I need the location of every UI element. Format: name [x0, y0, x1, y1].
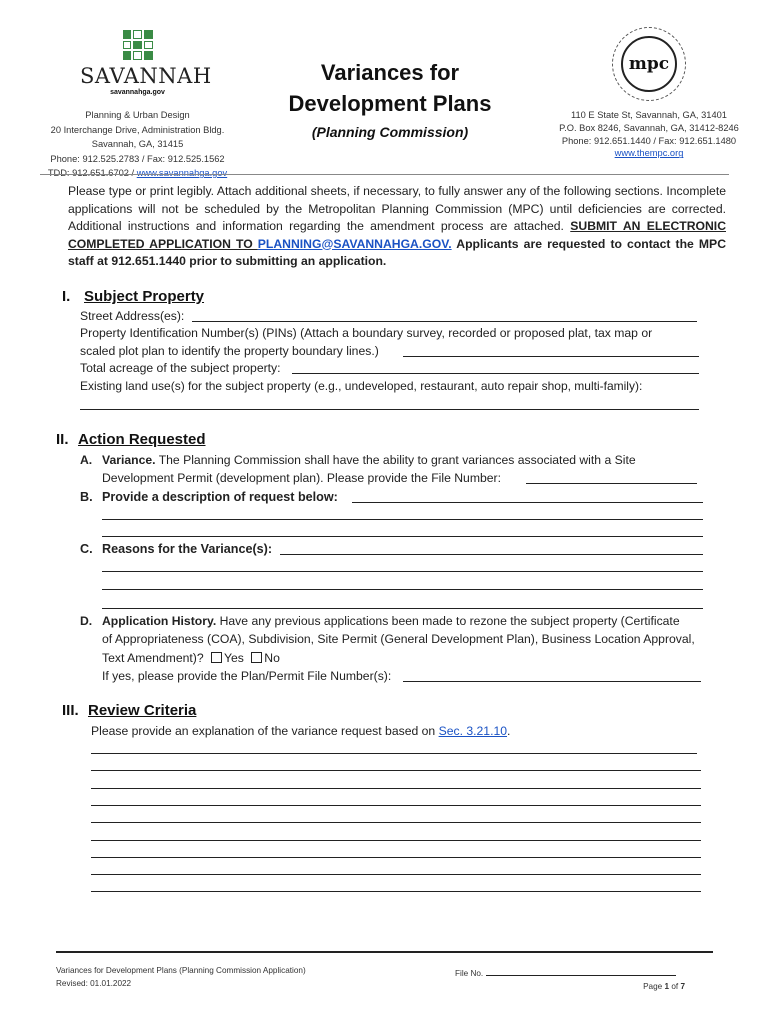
section-3-21-10-link[interactable]: Sec. 3.21.10 [438, 724, 508, 738]
description-field-2[interactable] [102, 519, 703, 520]
mpc-address-block [540, 109, 758, 160]
item-a-text-2: Development Permit (development plan). Please provide the File Number: [102, 471, 501, 485]
intro-paragraph [68, 183, 726, 271]
review-field-5[interactable] [91, 822, 701, 823]
item-b-line [80, 489, 338, 507]
review-field-3[interactable] [91, 788, 701, 789]
review-field-2[interactable] [91, 770, 701, 771]
footer-file-no-label: File No. [455, 969, 484, 978]
item-d-text-2: of Appropriateness (COA), Subdivision, Site Permit (General Development Plan), Business Location Approval, [102, 632, 695, 646]
pin-label: Property Identification Number(s) (PINs) (Attach a boundary survey, recorded or proposed plat, tax map or [80, 326, 653, 340]
city-phone: Phone: 912.525.2783 / Fax: 912.525.1562 [50, 153, 225, 164]
no-checkbox[interactable] [251, 652, 262, 663]
item-a-letter: A. [80, 453, 93, 467]
item-c-letter: C. [80, 542, 93, 556]
land-use-field[interactable] [80, 409, 699, 410]
mpc-street: 110 E State St, Savannah, GA, 31401 [571, 110, 727, 120]
description-field-3[interactable] [102, 536, 703, 537]
file-number-field[interactable] [526, 483, 697, 484]
city-address-block [40, 108, 235, 181]
item-d-title: Application History. [102, 614, 217, 628]
intro-submit-instruction: SUBMIT AN ELECTRONIC COMPLETED APPLICATION TO [68, 219, 726, 251]
city-dept: Planning & Urban Design [85, 110, 190, 120]
street-address-field[interactable] [192, 321, 697, 322]
street-address-label: Street Address(es): [80, 309, 185, 323]
mpc-logo-text: mpc [621, 36, 677, 92]
review-criteria-text: Please provide an explanation of the variance request based on [91, 724, 439, 738]
item-c-line [80, 541, 272, 559]
footer-revised: Revised: 01.01.2022 [56, 979, 132, 988]
page-of: of [669, 982, 681, 991]
savannah-grid-icon [123, 30, 153, 60]
section-3-number: III. [62, 702, 79, 719]
item-d-line [80, 613, 680, 631]
mpc-website-link[interactable]: www.thempc.org [614, 148, 684, 159]
yes-label: Yes [224, 651, 244, 665]
savannah-logo [80, 30, 212, 96]
land-use-label: Existing land use(s) for the subject property (e.g., undeveloped, restaurant, auto repair shop, multi-family): [80, 379, 643, 393]
city-tdd: TDD: 912.651.6702 / [47, 168, 137, 178]
item-b-letter: B. [80, 490, 93, 504]
mpc-phone: Phone: 912.651.1440 / Fax: 912.651.1480 [561, 135, 737, 146]
item-c-title: Reasons for the Variance(s): [102, 542, 273, 556]
title-line-2: Development Plans [288, 91, 492, 116]
description-field-1[interactable] [352, 502, 703, 503]
acreage-label: Total acreage of the subject property: [80, 361, 281, 375]
review-field-4[interactable] [91, 805, 701, 806]
footer-left [56, 964, 306, 990]
review-field-6[interactable] [91, 840, 701, 841]
mpc-seal-logo [612, 27, 686, 101]
footer-divider [56, 951, 713, 953]
intro-text: Please type or print legibly. Attach additional sheets, if necessary, to fully answer any of the following sections. Incomplete applications will not be scheduled by the Metropolitan Planning Commission (MPC) until deficiencies are corrected. Additional instructions and information regarding the amendment process are attached. [68, 184, 726, 233]
reasons-field-3[interactable] [102, 589, 703, 590]
item-a-text: The Planning Commission shall have the ability to grant variances associated with a Site [155, 453, 636, 467]
city-city: Savannah, GA, 31415 [91, 139, 184, 149]
footer-file-no-line [455, 964, 685, 980]
review-field-7[interactable] [91, 857, 701, 858]
reasons-field-4[interactable] [102, 608, 703, 609]
footer-right [455, 964, 685, 993]
review-field-9[interactable] [91, 891, 701, 892]
footer-form-name: Variances for Development Plans (Planning Commission Application) [56, 966, 306, 975]
no-label: No [264, 651, 280, 665]
item-d-text: Have any previous applications been made to rezone the subject property (Certificate [216, 614, 680, 628]
city-street: 20 Interchange Drive, Administration Bldg. [50, 124, 225, 135]
mpc-po-box: P.O. Box 8246, Savannah, GA, 31412-8246 [559, 122, 739, 133]
section-2-title: Action Requested [78, 431, 206, 448]
footer-page-number [455, 980, 685, 993]
review-criteria-line [91, 723, 510, 741]
footer-file-no-field[interactable] [486, 964, 676, 976]
item-a-line [80, 452, 636, 470]
item-d-question-line [102, 650, 280, 668]
section-1-number: I. [62, 288, 71, 305]
pin-field[interactable] [403, 356, 699, 357]
city-website-link[interactable]: www.savannahga.gov [136, 168, 228, 178]
intro-contact-text: Applicants are requested to contact the MPC staff at 912.651.1440 prior to submitting an application. [68, 236, 726, 268]
item-d-text-4: If yes, please provide the Plan/Permit File Number(s): [102, 669, 392, 683]
section-1-heading [62, 288, 204, 305]
savannah-logo-text: SAVANNAH [80, 64, 212, 88]
section-1-title: Subject Property [84, 288, 205, 305]
header-divider [40, 174, 729, 175]
savannah-logo-url: savannahga.gov [110, 89, 165, 96]
plan-permit-file-field[interactable] [403, 681, 701, 682]
section-3-heading [62, 702, 196, 719]
form-subtitle: (Planning Commission) [311, 124, 469, 140]
title-line-1: Variances for [320, 60, 460, 85]
planning-email-link[interactable]: PLANNING@SAVANNAHGA.GOV. [257, 236, 452, 251]
review-field-8[interactable] [91, 874, 701, 875]
item-d-text-3: Text Amendment)? [102, 651, 204, 665]
page-total: 7 [680, 982, 685, 991]
review-field-1[interactable] [91, 753, 697, 754]
form-title [270, 57, 510, 140]
section-3-title: Review Criteria [88, 702, 197, 719]
review-period: . [507, 724, 511, 738]
reasons-field-2[interactable] [102, 571, 703, 572]
item-b-title: Provide a description of request below: [102, 490, 338, 504]
item-d-letter: D. [80, 614, 93, 628]
section-2-number: II. [56, 431, 69, 448]
page-current: 1 [664, 982, 670, 991]
page-prefix: Page [643, 982, 665, 991]
section-2-heading [56, 431, 206, 448]
acreage-field[interactable] [292, 373, 699, 374]
yes-checkbox[interactable] [211, 652, 222, 663]
item-a-title: Variance. [102, 453, 156, 467]
pin-label-2: scaled plot plan to identify the property boundary lines.) [80, 344, 379, 358]
reasons-field-1[interactable] [280, 554, 703, 555]
